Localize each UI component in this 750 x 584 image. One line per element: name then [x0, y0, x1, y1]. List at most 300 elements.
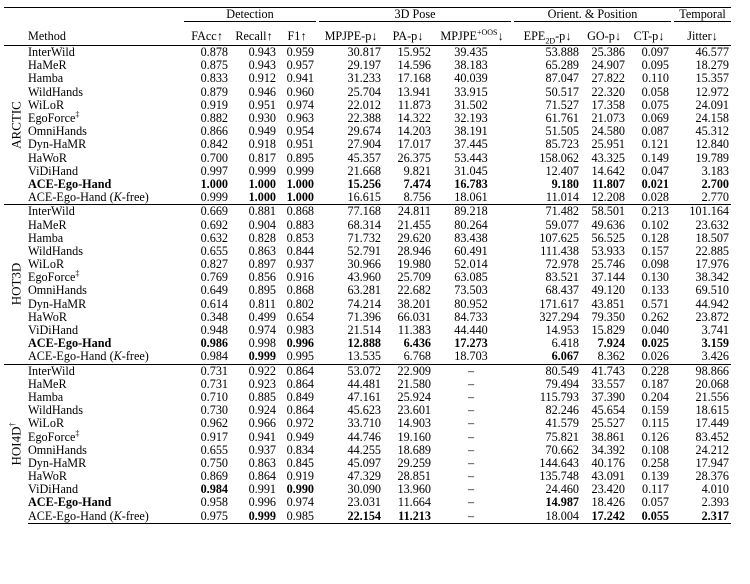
- method-name: EgoForce‡: [28, 269, 80, 285]
- table-row: [4, 337, 731, 350]
- table-body: [4, 46, 731, 524]
- metric-cell: 0.984: [200, 482, 228, 497]
- metric-cell: 24.158: [695, 111, 729, 126]
- metric-cell: 0.983: [286, 323, 314, 338]
- metric-cell: 84.733: [454, 309, 488, 324]
- metric-cell: 89.218: [433, 205, 511, 219]
- metric-cell: 0.930: [248, 111, 276, 126]
- table-row: [4, 378, 731, 391]
- method-name: ACE-Ego-Hand (K-free): [28, 349, 149, 364]
- metric-cell: –: [467, 403, 475, 418]
- metric-cell: 0.912: [248, 71, 276, 86]
- metric-cell: 0.047: [641, 163, 669, 178]
- metric-cell: 1.000: [286, 176, 314, 191]
- metric-cell: 14.987: [545, 495, 579, 510]
- col-facc: FAcc↑: [191, 29, 223, 43]
- col-mpjpe-p: MPJPE-p↓: [324, 29, 378, 43]
- metric-cell: 18.004: [514, 510, 581, 524]
- metric-cell: 87.047: [545, 71, 579, 86]
- col-ct-p: CT-p↓: [633, 29, 665, 43]
- metric-cell: 17.168: [397, 71, 431, 86]
- metric-cell: 0.996: [286, 336, 314, 351]
- metric-cell: 0.655: [200, 243, 228, 258]
- group-orient-position: Orient. & Position: [514, 8, 671, 22]
- table-row: [4, 178, 731, 191]
- metric-cell: 0.844: [286, 243, 314, 258]
- metric-cell: 0.918: [248, 137, 276, 152]
- metric-cell: 53.888: [514, 46, 581, 60]
- metric-cell: 0.213: [627, 205, 671, 219]
- table-row: [4, 496, 731, 509]
- metric-cell: 0.948: [200, 323, 228, 338]
- metric-cell: 0.875: [200, 58, 228, 73]
- metric-cell: 38.191: [454, 124, 488, 139]
- metric-cell: 0.126: [641, 429, 669, 444]
- metric-cell: 69.510: [695, 283, 729, 298]
- method-name: ACE-Ego-Hand (K-free): [28, 190, 149, 205]
- metric-cell: –: [467, 389, 475, 404]
- metric-cell: 12.208: [591, 190, 625, 205]
- method-name: HaMeR: [28, 58, 67, 73]
- metric-cell: 0.951: [248, 97, 276, 112]
- metric-cell: 11.383: [397, 323, 431, 338]
- method-name: Dyn-HaMR: [28, 137, 87, 152]
- metric-cell: 21.455: [397, 217, 431, 232]
- metric-cell: –: [467, 416, 475, 431]
- metric-cell: 0.117: [642, 482, 669, 497]
- metric-cell: 46.577: [674, 46, 731, 60]
- table-row: [4, 152, 731, 165]
- metric-cell: 0.856: [248, 270, 276, 285]
- metric-cell: 0.895: [248, 283, 276, 298]
- metric-cell: 25.746: [591, 257, 625, 272]
- metric-cell: 0.998: [248, 336, 276, 351]
- metric-cell: 3.741: [701, 323, 729, 338]
- metric-cell: 0.058: [641, 84, 669, 99]
- metric-cell: 83.438: [454, 230, 488, 245]
- metric-cell: 22.682: [397, 283, 431, 298]
- metric-cell: 0.864: [286, 403, 314, 418]
- metric-cell: 21.073: [591, 111, 625, 126]
- metric-cell: 43.851: [591, 296, 625, 311]
- metric-cell: 24.212: [695, 442, 729, 457]
- table-row: [4, 311, 731, 324]
- metric-cell: 22.154: [319, 510, 383, 524]
- table-row: [4, 258, 731, 271]
- metric-cell: 0.128: [641, 230, 669, 245]
- metric-cell: 77.168: [319, 205, 383, 219]
- metric-cell: 0.571: [641, 296, 669, 311]
- method-name: OmniHands: [28, 124, 87, 139]
- col-recall: Recall↑: [235, 29, 273, 43]
- metric-cell: 21.668: [347, 163, 381, 178]
- table-row: [4, 165, 731, 178]
- metric-cell: 0.878: [184, 46, 230, 60]
- metric-cell: 29.620: [397, 230, 431, 245]
- column-header-row: [4, 22, 731, 46]
- metric-cell: 31.045: [454, 163, 488, 178]
- metric-cell: 23.872: [695, 309, 729, 324]
- metric-cell: 45.654: [591, 403, 625, 418]
- metric-cell: 0.941: [286, 71, 314, 86]
- metric-cell: 7.924: [597, 336, 625, 351]
- metric-cell: 0.021: [641, 176, 669, 191]
- metric-cell: 0.655: [200, 442, 228, 457]
- metric-cell: 0.228: [627, 364, 671, 378]
- method-name: InterWild: [28, 364, 184, 378]
- metric-cell: 14.642: [591, 163, 625, 178]
- metric-cell: 0.972: [286, 416, 314, 431]
- metric-cell: 0.937: [286, 257, 314, 272]
- metric-cell: 37.144: [591, 270, 625, 285]
- metric-cell: 0.941: [248, 429, 276, 444]
- metric-cell: 0.864: [286, 376, 314, 391]
- metric-cell: 82.246: [545, 403, 579, 418]
- metric-cell: 0.863: [248, 243, 276, 258]
- metric-cell: 0.869: [200, 469, 228, 484]
- method-name: WildHands: [28, 403, 84, 418]
- metric-cell: 71.527: [545, 97, 579, 112]
- metric-cell: 61.761: [545, 111, 579, 126]
- metric-cell: 1.000: [248, 190, 276, 205]
- metric-cell: 0.849: [286, 389, 314, 404]
- metric-cell: 0.095: [641, 58, 669, 73]
- metric-cell: 66.031: [397, 309, 431, 324]
- metric-cell: 0.990: [286, 482, 314, 497]
- metric-cell: 0.922: [230, 364, 278, 378]
- metric-cell: 0.984: [200, 349, 228, 364]
- metric-cell: 0.750: [200, 455, 228, 470]
- metric-cell: 12.888: [347, 336, 381, 351]
- metric-cell: –: [467, 429, 475, 444]
- metric-cell: 0.057: [641, 495, 669, 510]
- metric-cell: 0.097: [627, 46, 671, 60]
- metric-cell: 0.632: [200, 230, 228, 245]
- metric-cell: 6.436: [403, 336, 431, 351]
- group-temporal: Temporal: [674, 8, 731, 22]
- col-f1: F1↑: [287, 29, 307, 43]
- metric-cell: 45.357: [347, 150, 381, 165]
- metric-cell: 43.325: [591, 150, 625, 165]
- metric-cell: 28.376: [695, 469, 729, 484]
- metric-cell: 31.233: [347, 71, 381, 86]
- metric-cell: 15.256: [347, 176, 381, 191]
- metric-cell: 14.596: [397, 58, 431, 73]
- metric-cell: 28.851: [397, 469, 431, 484]
- metric-cell: 0.130: [641, 270, 669, 285]
- metric-cell: 37.390: [591, 389, 625, 404]
- metric-cell: 11.807: [592, 176, 625, 191]
- metric-cell: 18.689: [397, 442, 431, 457]
- method-name: OmniHands: [28, 283, 87, 298]
- metric-cell: –: [433, 364, 511, 378]
- metric-cell: 34.392: [591, 442, 625, 457]
- metric-cell: 17.242: [581, 510, 627, 524]
- metric-cell: 24.460: [545, 482, 579, 497]
- metric-cell: 0.991: [248, 482, 276, 497]
- metric-cell: 0.881: [230, 205, 278, 219]
- metric-cell: 0.731: [200, 376, 228, 391]
- metric-cell: 38.861: [591, 429, 625, 444]
- metric-cell: 56.525: [591, 230, 625, 245]
- metric-cell: 13.535: [347, 349, 381, 364]
- metric-cell: 47.329: [347, 469, 381, 484]
- metric-cell: 0.963: [286, 111, 314, 126]
- metric-cell: 0.974: [248, 323, 276, 338]
- col-epe-2d: $EPE_{2D}-p↓$: [523, 29, 572, 46]
- metric-cell: 18.061: [454, 190, 488, 205]
- metric-cell: 33.710: [347, 416, 381, 431]
- metric-cell: 70.662: [545, 442, 579, 457]
- metric-cell: 171.617: [539, 296, 579, 311]
- metric-cell: 68.314: [347, 217, 381, 232]
- table-row: [4, 404, 731, 417]
- metric-cell: 0.946: [248, 84, 276, 99]
- metric-cell: 0.853: [286, 230, 314, 245]
- table-row: [4, 245, 731, 258]
- metric-cell: 85.723: [545, 137, 579, 152]
- metric-cell: 49.636: [591, 217, 625, 232]
- metric-cell: –: [467, 455, 475, 470]
- metric-cell: 47.161: [347, 389, 381, 404]
- metric-cell: –: [433, 510, 511, 524]
- metric-cell: 23.632: [695, 217, 729, 232]
- table-row: [4, 112, 731, 125]
- metric-cell: 0.916: [286, 270, 314, 285]
- metric-cell: 0.868: [286, 283, 314, 298]
- metric-cell: 0.649: [200, 283, 228, 298]
- metric-cell: –: [467, 469, 475, 484]
- metric-cell: 0.960: [286, 84, 314, 99]
- metric-cell: 0.700: [200, 150, 228, 165]
- metric-cell: 52.791: [347, 243, 381, 258]
- method-name: HaWoR: [28, 150, 67, 165]
- metric-cell: 1.000: [248, 176, 276, 191]
- metric-cell: 40.176: [591, 455, 625, 470]
- metric-cell: 0.842: [200, 137, 228, 152]
- metric-cell: 11.664: [397, 495, 431, 510]
- metric-cell: 45.623: [347, 403, 381, 418]
- metric-cell: 0.187: [641, 376, 669, 391]
- metric-cell: 0.025: [641, 336, 669, 351]
- method-name: OmniHands: [28, 442, 87, 457]
- metric-cell: 0.149: [641, 150, 669, 165]
- metric-cell: 327.294: [539, 309, 579, 324]
- metric-cell: 83.452: [695, 429, 729, 444]
- metric-cell: 16.783: [454, 176, 488, 191]
- metric-cell: 44.942: [695, 296, 729, 311]
- metric-cell: 25.527: [591, 416, 625, 431]
- metric-cell: 0.999: [248, 349, 276, 364]
- table-row: [4, 324, 731, 337]
- metric-cell: 38.201: [397, 296, 431, 311]
- metric-cell: 16.615: [347, 190, 381, 205]
- metric-cell: 6.418: [551, 336, 579, 351]
- dataset-label: HOT3D: [4, 205, 28, 364]
- metric-cell: 0.828: [248, 230, 276, 245]
- metric-cell: 79.494: [545, 376, 579, 391]
- metric-cell: 158.062: [539, 150, 579, 165]
- metric-cell: 0.115: [642, 416, 669, 431]
- method-name: ViDiHand: [28, 482, 79, 497]
- metric-cell: 0.204: [641, 389, 669, 404]
- method-name: EgoForce‡: [28, 428, 80, 444]
- method-name: WiLoR: [28, 257, 65, 272]
- metric-cell: 0.110: [642, 71, 669, 86]
- method-name: ACE-Ego-Hand (K-free): [28, 510, 184, 524]
- metric-cell: 44.440: [454, 323, 488, 338]
- metric-cell: 22.909: [383, 364, 433, 378]
- metric-cell: 33.915: [454, 84, 488, 99]
- metric-cell: 45.312: [695, 124, 729, 139]
- metric-cell: 52.014: [454, 257, 488, 272]
- metric-cell: 27.822: [591, 71, 625, 86]
- method-name: HaWoR: [28, 309, 67, 324]
- table-row: [4, 271, 731, 284]
- metric-cell: 14.953: [545, 323, 579, 338]
- metric-cell: 3.183: [701, 163, 729, 178]
- table-row: [4, 350, 731, 364]
- metric-cell: 0.866: [200, 124, 228, 139]
- table-row: [4, 417, 731, 430]
- metric-cell: 13.941: [397, 84, 431, 99]
- metric-cell: 0.957: [286, 58, 314, 73]
- col-method: Method: [28, 28, 66, 43]
- metric-cell: 8.362: [597, 349, 625, 364]
- metric-cell: 12.407: [545, 163, 579, 178]
- metric-cell: 18.615: [695, 403, 729, 418]
- metric-cell: 0.692: [200, 217, 228, 232]
- metric-cell: 0.069: [641, 111, 669, 126]
- table-row: [4, 232, 731, 245]
- metric-cell: 0.919: [200, 97, 228, 112]
- metric-cell: 0.975: [184, 510, 230, 524]
- metric-cell: 63.281: [347, 283, 381, 298]
- metric-cell: 79.350: [591, 309, 625, 324]
- metric-cell: 0.895: [286, 150, 314, 165]
- metric-cell: 80.952: [454, 296, 488, 311]
- metric-cell: 1.000: [286, 190, 314, 205]
- metric-cell: 0.868: [278, 205, 316, 219]
- metric-cell: 59.077: [545, 217, 579, 232]
- metric-cell: 0.882: [200, 111, 228, 126]
- table-row: [4, 138, 731, 151]
- method-name: Hamba: [28, 71, 64, 86]
- metric-cell: 3.426: [701, 349, 729, 364]
- metric-cell: 7.474: [403, 176, 431, 191]
- metric-cell: 0.026: [641, 349, 669, 364]
- metric-cell: 37.445: [454, 137, 488, 152]
- metric-cell: 0.985: [278, 510, 316, 524]
- dataset-label: ARCTIC: [4, 46, 28, 205]
- metric-cell: 83.521: [545, 270, 579, 285]
- metric-cell: 18.279: [695, 58, 729, 73]
- metric-cell: 14.203: [397, 124, 431, 139]
- metric-cell: 6.768: [403, 349, 431, 364]
- col-mpjpe-oos: $MPJPE^{+OOS}↓$: [440, 27, 504, 43]
- metric-cell: 80.264: [454, 217, 488, 232]
- metric-cell: 19.980: [397, 257, 431, 272]
- metric-cell: 0.864: [278, 364, 316, 378]
- col-pa-p: PA-p↓: [392, 29, 424, 43]
- method-name: Hamba: [28, 389, 64, 404]
- metric-cell: 0.937: [248, 442, 276, 457]
- metric-cell: 0.996: [248, 495, 276, 510]
- metric-cell: 73.503: [454, 283, 488, 298]
- method-name: WildHands: [28, 84, 84, 99]
- metric-cell: 2.317: [674, 510, 731, 524]
- metric-cell: 29.674: [347, 124, 381, 139]
- metric-cell: 60.491: [454, 243, 488, 258]
- metric-cell: 39.435: [433, 46, 511, 60]
- metric-cell: 0.904: [248, 217, 276, 232]
- group-header-row: [4, 8, 731, 22]
- metric-cell: 38.342: [695, 270, 729, 285]
- method-name: ACE-Ego-Hand: [28, 495, 112, 510]
- metric-cell: 22.388: [347, 111, 381, 126]
- metric-cell: 40.039: [454, 71, 488, 86]
- table-row: [4, 218, 731, 231]
- metric-cell: –: [467, 495, 475, 510]
- table-row: [4, 457, 731, 470]
- table-row: [4, 125, 731, 138]
- metric-cell: 49.120: [591, 283, 625, 298]
- metric-cell: 0.811: [249, 296, 276, 311]
- metric-cell: 0.974: [286, 97, 314, 112]
- metric-cell: 0.159: [641, 403, 669, 418]
- metric-cell: 65.289: [545, 58, 579, 73]
- metric-cell: 44.746: [347, 429, 381, 444]
- metric-cell: 0.669: [184, 205, 230, 219]
- metric-cell: 71.396: [347, 309, 381, 324]
- method-name: Dyn-HaMR: [28, 455, 87, 470]
- metric-cell: 98.866: [674, 364, 731, 378]
- col-jitter: Jitter↓: [687, 29, 718, 43]
- metric-cell: 0.833: [200, 71, 228, 86]
- method-name: WildHands: [28, 243, 84, 258]
- metric-cell: 2.393: [701, 495, 729, 510]
- metric-cell: 25.704: [347, 84, 381, 99]
- method-name: ACE-Ego-Hand: [28, 336, 112, 351]
- metric-cell: 0.923: [248, 376, 276, 391]
- metric-cell: 0.731: [184, 364, 230, 378]
- metric-cell: 0.845: [286, 455, 314, 470]
- metric-cell: 0.864: [248, 469, 276, 484]
- metric-cell: 0.499: [248, 309, 276, 324]
- metric-cell: 101.164: [674, 205, 731, 219]
- metric-cell: 29.197: [347, 58, 381, 73]
- metric-cell: 45.097: [347, 455, 381, 470]
- metric-cell: 0.958: [200, 495, 228, 510]
- metric-cell: 0.817: [248, 150, 276, 165]
- metric-cell: 0.133: [641, 283, 669, 298]
- table-row: [4, 444, 731, 457]
- group-3d-pose: 3D Pose: [319, 8, 511, 22]
- metric-cell: 53.443: [454, 150, 488, 165]
- method-name: EgoForce‡: [28, 109, 80, 126]
- metric-cell: 0.919: [286, 469, 314, 484]
- metric-cell: 0.348: [200, 309, 228, 324]
- metric-cell: 0.999: [286, 163, 314, 178]
- metric-cell: 44.481: [347, 376, 381, 391]
- metric-cell: 11.014: [545, 190, 579, 205]
- metric-cell: 6.067: [551, 349, 579, 364]
- metric-cell: –: [467, 442, 475, 457]
- method-name: InterWild: [28, 205, 184, 219]
- metric-cell: 0.966: [248, 416, 276, 431]
- metric-cell: 0.614: [200, 296, 228, 311]
- metric-cell: 24.811: [383, 205, 433, 219]
